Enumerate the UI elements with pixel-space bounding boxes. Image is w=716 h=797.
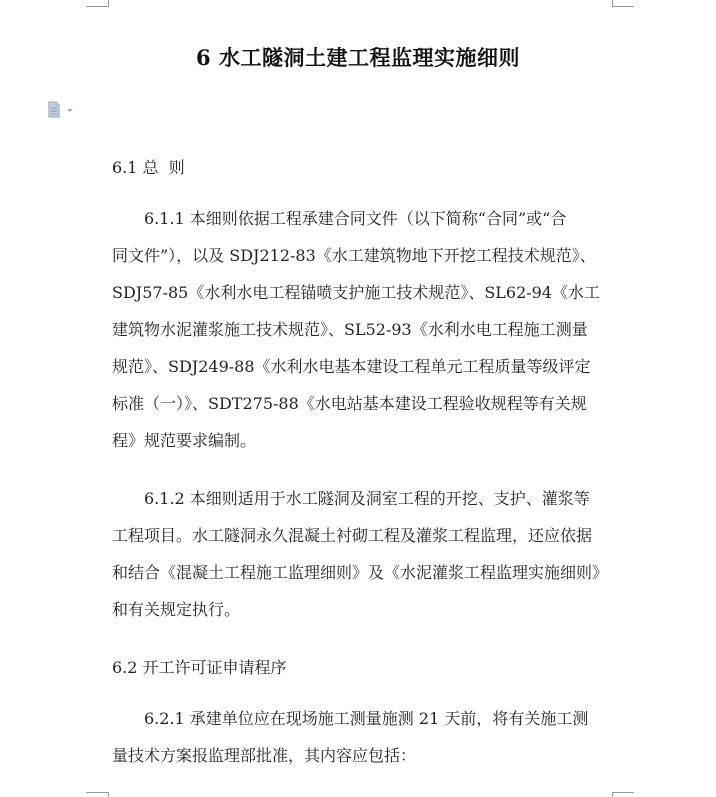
crop-mark [86,6,108,7]
paragraph-line: 建筑物水泥灌浆施工技术规范》、SL52-93《水利水电工程施工测量 [112,320,588,339]
paragraph-line: 标准（一）》、SDT275-88《水电站基本建设工程验收规程等有关规 [112,394,587,413]
paragraph [112,480,612,628]
paragraph-line: 6.1.2 本细则适用于水工隧洞及洞室工程的开挖、支护、灌浆等 [144,489,590,508]
paragraph [112,200,612,459]
paragraph [112,700,612,774]
crop-mark [86,792,108,793]
crop-mark [612,0,613,7]
paragraph-line: 程》规范要求编制。 [112,431,257,450]
paragraph-line: 规范》、SDJ249-88《水利水电基本建设工程单元工程质量等级评定 [112,357,591,376]
crop-mark [612,792,613,797]
crop-mark [108,792,109,797]
document-icon[interactable] [47,101,79,119]
section-heading: 6.2 开工许可证申请程序 [112,658,287,677]
crop-mark [612,6,634,7]
paragraph-line: 量技术方案报监理部批准，其内容应包括： [112,746,417,765]
paragraph-line: 6.2.1 承建单位应在现场施工测量施测 21 天前，将有关施工测 [144,709,589,728]
paragraph-line: 6.1.1 本细则依据工程承建合同文件（以下简称“合同”或“合 [144,209,567,228]
paragraph-line: 和结合《混凝土工程施工监理细则》及《水泥灌浆工程监理实施细则》 [112,563,609,582]
paragraph-line: SDJ57-85《水利水电工程锚喷支护施工技术规范》、SL62-94《水工 [112,283,601,302]
crop-mark [108,0,109,7]
crop-mark [612,792,634,793]
paragraph-line: 同文件”），以及 SDJ212-83《水工建筑物地下开挖工程技术规范》、 [112,246,596,265]
paragraph-line: 和有关规定执行。 [112,600,241,619]
document-title: 6 水工隧洞土建工程监理实施细则 [196,45,520,70]
section-heading: 6.1 总 则 [112,158,185,177]
paragraph-line: 工程项目。水工隧洞永久混凝土衬砌工程及灌浆工程监理，还应依据 [112,526,593,545]
